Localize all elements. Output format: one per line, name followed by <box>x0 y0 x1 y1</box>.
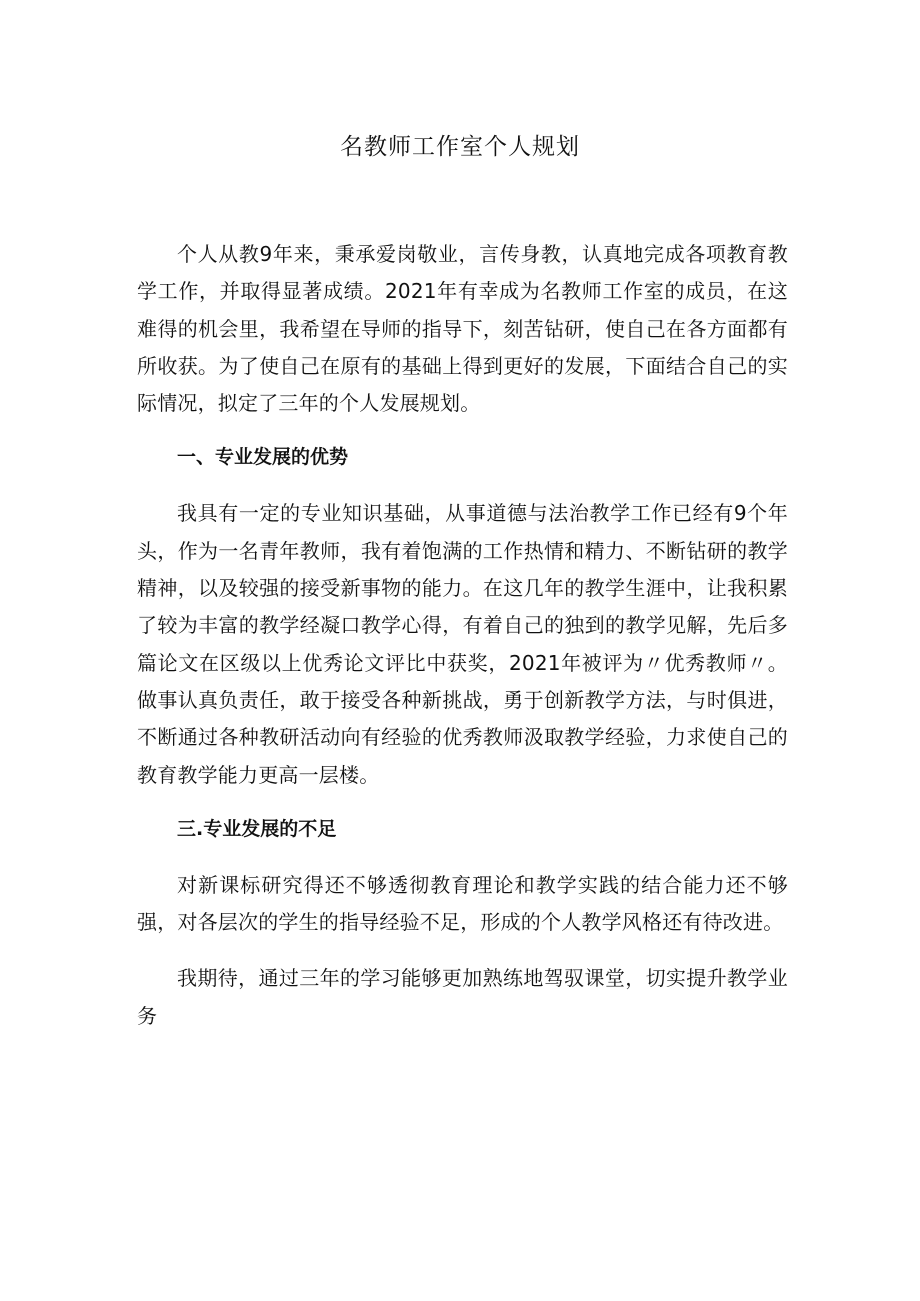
document-body <box>137 236 788 1035</box>
spacer <box>137 941 788 960</box>
section-heading-strengths: 一、专业发展的优势 <box>177 446 349 469</box>
weaknesses-paragraph: 对新课标研究得还不够透彻教育理论和教学实践的结合能力还不够强，对各层次的学生的指导经验不足，形成的个人教学风格还有待改进。 <box>137 872 788 935</box>
document-title: 名教师工作室个人规划 <box>340 134 580 160</box>
spacer <box>137 476 788 495</box>
spacer <box>137 794 788 811</box>
spacer <box>137 422 788 439</box>
spacer <box>137 848 788 867</box>
intro-paragraph: 个人从教9年来，秉承爱岗敬业，言传身教，认真地完成各项教育教学工作，并取得显著成绩。2021年有幸成为名教师工作室的成员，在这难得的机会里，我希望在导师的指导下，刻苦钻研，使自己在各方面都有所收获。为了使自己在原有的基础上得到更好的发展，下面结合自己的实际情况，拟定了三年的个人发展规划。 <box>137 242 788 416</box>
strengths-paragraph: 我具有一定的专业知识基础，从事道德与法治教学工作已经有9个年头，作为一名青年教师，我有着饱满的工作热情和精力、不断钻研的教学精神，以及较强的接受新事物的能力。在这几年的教学生涯中，让我积累了较为丰富的教学经凝口教学心得，有着自己的独到的教学见解，先后多篇论文在区级以上优秀论文评比中获奖，2021年被评为〃优秀教师〃。做事认真负责任，敢于接受各种新挑战，勇于创新教学方法，与时俱进，不断通过各种教研活动向有经验的优秀教师汲取教学经验，力求使自己的教育教学能力更高一层楼。 <box>137 501 788 787</box>
closing-paragraph: 我期待，通过三年的学习能够更加熟练地驾驭课堂，切实提升教学业务 <box>137 966 788 1028</box>
section-heading-weaknesses: 三.专业发展的不足 <box>177 817 337 840</box>
